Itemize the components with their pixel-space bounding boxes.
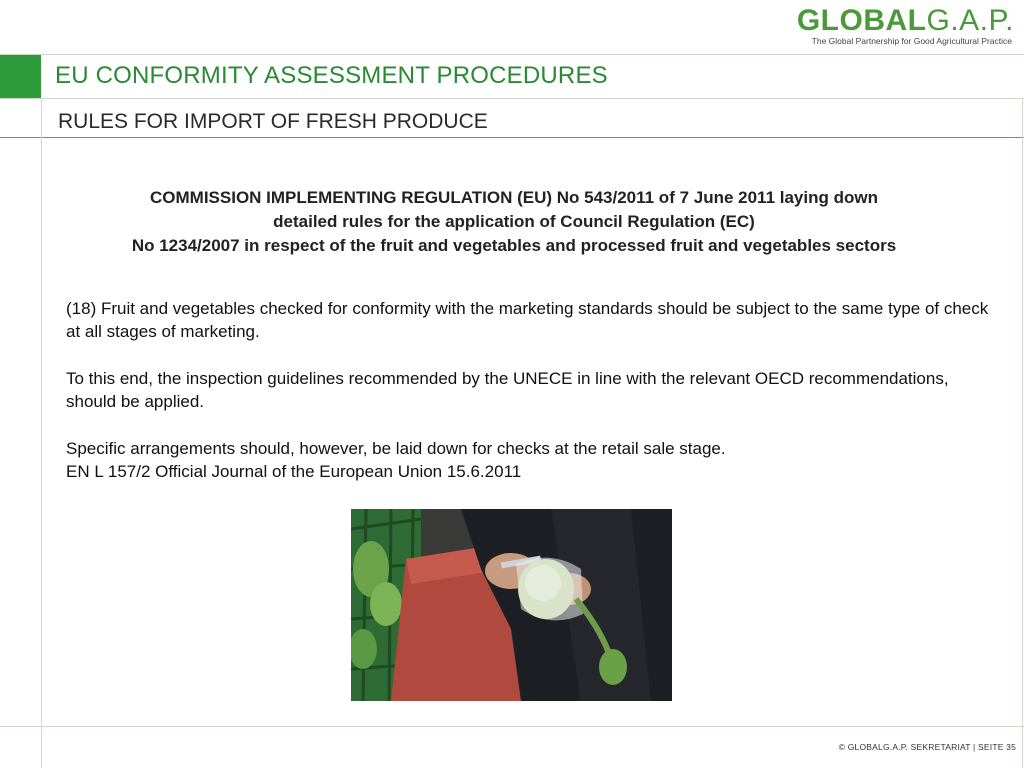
logo-wordmark: GLOBALG.A.P.: [796, 4, 1014, 37]
paragraph-inspection: To this end, the inspection guidelines recommended by the UNECE in line with the relevant OECD recommendations, should be applied.: [66, 369, 949, 411]
title-rule: [0, 98, 1024, 99]
regulation-line-1: COMMISSION IMPLEMENTING REGULATION (EU) No 543/2011 of 7 June 2011 laying down: [150, 188, 878, 207]
globalgap-logo: [794, 4, 1014, 48]
inspection-photo: [351, 509, 672, 701]
logo-tagline: The Global Partnership for Good Agricultural Practice: [811, 36, 1012, 46]
body-text: [66, 297, 996, 483]
page-subtitle: RULES FOR IMPORT OF FRESH PRODUCE: [58, 110, 488, 133]
footer-rule: [0, 726, 1024, 727]
subtitle-rule: [0, 137, 1024, 138]
journal-reference: EN L 157/2 Official Journal of the European Union 15.6.2011: [66, 462, 522, 481]
top-rule: [0, 54, 1024, 55]
regulation-line-3: No 1234/2007 in respect of the fruit and vegetables and processed fruit and vegetables sectors: [131, 236, 897, 255]
page-title: EU CONFORMITY ASSESSMENT PROCEDURES: [55, 62, 608, 89]
inspection-photo-illustration: [351, 509, 672, 701]
paragraph-18: (18) Fruit and vegetables checked for conformity with the marketing standards should be subject to the same type of check at all stages of marketing.: [66, 299, 989, 341]
right-guide: [1022, 98, 1023, 768]
footer-copyright: © GLOBALG.A.P. SEKRETARIAT | SEITE 35: [838, 742, 1016, 752]
regulation-line-2: detailed rules for the application of Council Regulation (EC): [273, 212, 755, 231]
regulation-heading: [56, 186, 972, 258]
title-accent-block: [0, 55, 41, 98]
paragraph-retail: Specific arrangements should, however, be laid down for checks at the retail sale stage.: [66, 439, 726, 458]
left-guide: [41, 98, 42, 768]
